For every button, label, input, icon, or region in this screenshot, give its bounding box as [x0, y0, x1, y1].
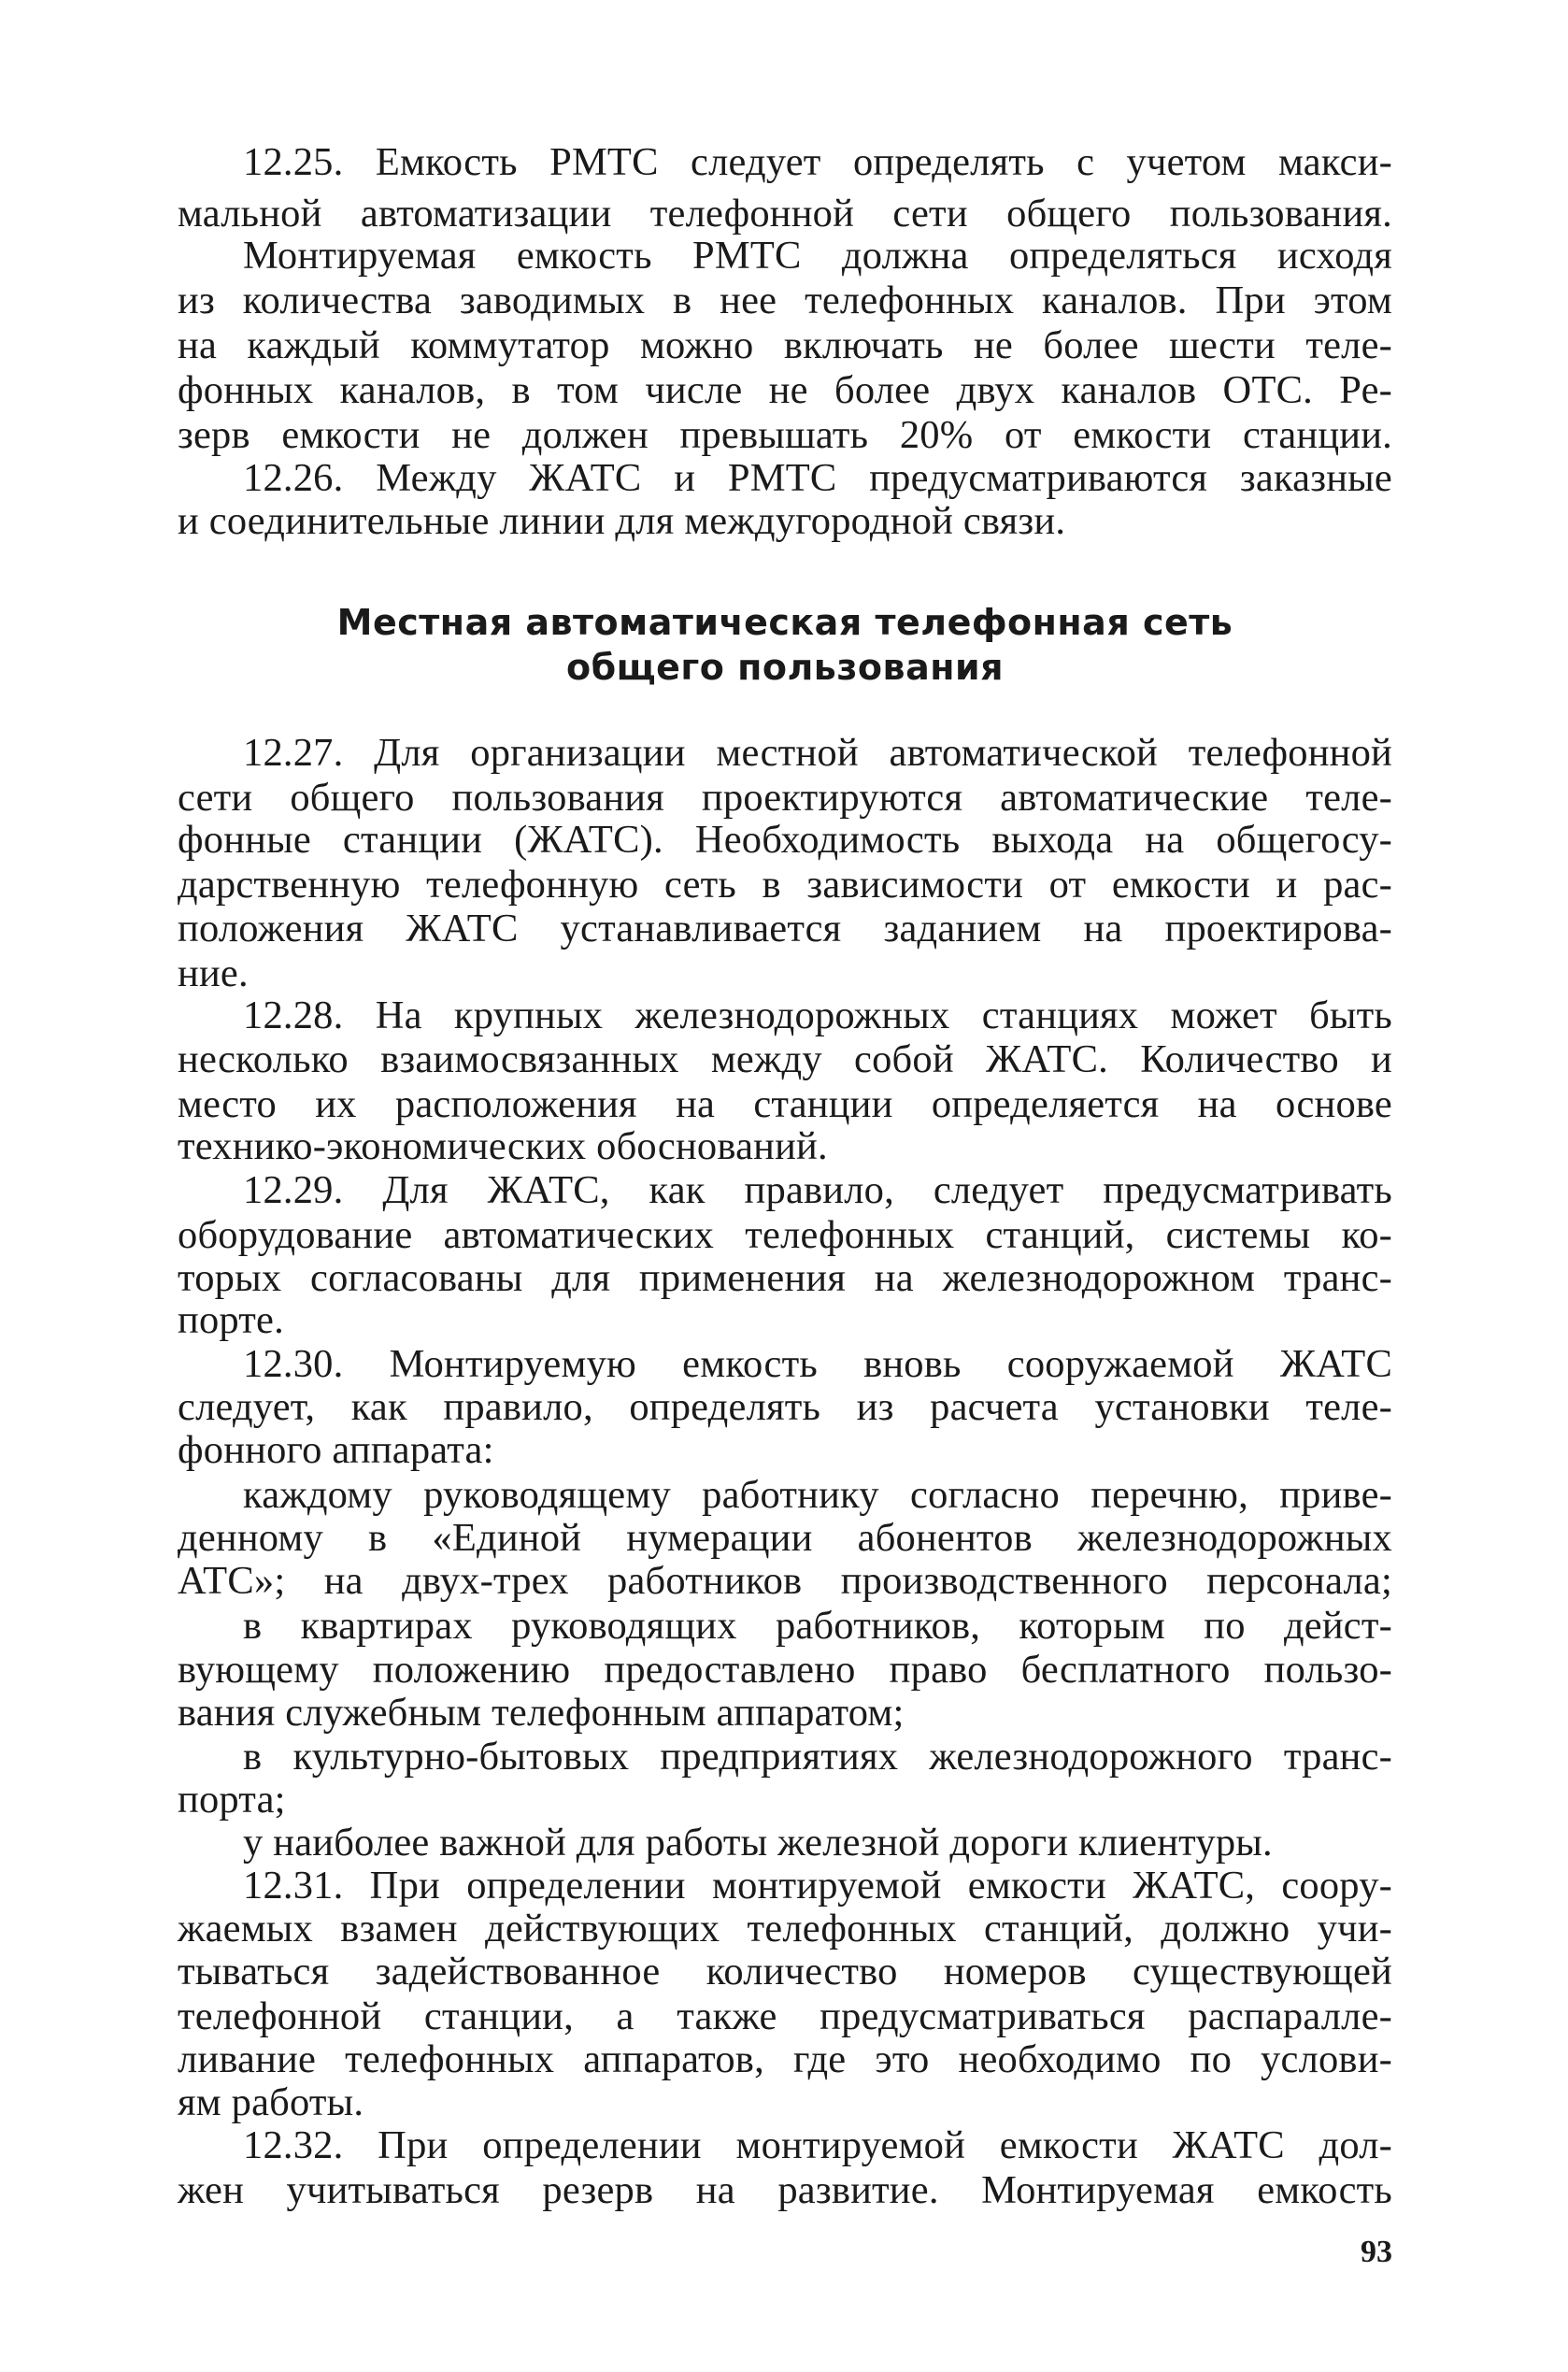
paragraph-12-27-line: сети общего пользования проектируются автоматические теле-: [178, 776, 1392, 820]
paragraph-12-25-line: мальной автоматизации телефонной сети общего пользования.: [178, 192, 1392, 236]
paragraph-12-30-line: в квартирах руководящих работников, которым по дейст-: [243, 1604, 1392, 1648]
paragraph-12-30-line: АТС»; на двух-трех работников производственного персонала;: [178, 1559, 1392, 1603]
paragraph-12-30-line: следует, как правило, определять из расчета установки теле-: [178, 1385, 1392, 1429]
paragraph-12-30-line: вания служебным телефонным аппаратом;: [178, 1691, 905, 1735]
paragraph-12-31-line: жаемых взамен действующих телефонных станций, должно учи-: [178, 1907, 1392, 1950]
paragraph-12-29-line: торых согласованы для применения на железнодорожном транс-: [178, 1256, 1392, 1300]
paragraph-12-28-line: несколько взаимосвязанных между собой ЖАТС. Количество и: [178, 1037, 1392, 1081]
paragraph-12-30-line: 12.30. Монтируемую емкость вновь сооружаемой ЖАТС: [243, 1342, 1392, 1386]
paragraph-12-27-line: ние.: [178, 951, 249, 995]
paragraph-12-31-line: ливание телефонных аппаратов, где это необходимо по услови-: [178, 2037, 1392, 2081]
paragraph-12-30-line: каждому руководящему работнику согласно перечню, приве-: [243, 1473, 1392, 1517]
paragraph-12-28-line: место их расположения на станции определяется на основе: [178, 1082, 1392, 1126]
page-number: 93: [1361, 2235, 1392, 2269]
paragraph-12-25-line: 12.25. Емкость РМТС следует определять с учетом макси-: [243, 140, 1392, 184]
paragraph-12-30-line: в культурно-бытовых предприятиях железнодорожного транс-: [243, 1735, 1392, 1779]
paragraph-12-28-line: 12.28. На крупных железнодорожных станциях может быть: [243, 993, 1392, 1037]
paragraph-12-32-line: жен учитываться резерв на развитие. Монтируемая емкость: [178, 2168, 1392, 2212]
paragraph-12-30-line: порта;: [178, 1778, 286, 1822]
paragraph-12-31-line: ям работы.: [178, 2080, 364, 2124]
paragraph-12-27-line: положения ЖАТС устанавливается заданием на проектирова-: [178, 907, 1392, 950]
paragraph-12-26-line: 12.26. Между ЖАТС и РМТС предусматриваются заказные: [243, 456, 1392, 500]
paragraph-12-30-line: у наиболее важной для работы железной дороги клиентуры.: [243, 1821, 1273, 1865]
paragraph-12-29-line: 12.29. Для ЖАТС, как правило, следует предусматривать: [243, 1168, 1392, 1212]
paragraph-12-31-line: телефонной станции, а также предусматриваться распаралле-: [178, 1994, 1392, 2038]
paragraph-12-25-line: из количества заводимых в нее телефонных каналов. При этом: [178, 279, 1392, 322]
paragraph-12-29-line: оборудование автоматических телефонных станций, системы ко-: [178, 1213, 1392, 1257]
paragraph-12-28-line: технико-экономических обоснований.: [178, 1124, 828, 1168]
paragraph-12-27-line: 12.27. Для организации местной автоматической телефонной: [243, 731, 1392, 775]
section-heading-line-1: Местная автоматическая телефонная сеть: [336, 602, 1233, 643]
paragraph-12-26-line: и соединительные линии для междугородной связи.: [178, 499, 1066, 543]
paragraph-12-30-line: денному в «Единой нумерации абонентов железнодорожных: [178, 1516, 1392, 1560]
paragraph-12-31-line: тываться задействованное количество номеров существующей: [178, 1950, 1392, 1993]
paragraph-12-25-line: Монтируемая емкость РМТС должна определяться исходя: [243, 234, 1392, 278]
paragraph-12-30-line: вующему положению предоставлено право бесплатного пользо-: [178, 1648, 1392, 1692]
paragraph-12-29-line: порте.: [178, 1298, 284, 1342]
paragraph-12-32-line: 12.32. При определении монтируемой емкости ЖАТС дол-: [243, 2123, 1392, 2167]
paragraph-12-27-line: дарственную телефонную сеть в зависимости от емкости и рас-: [178, 863, 1392, 907]
paragraph-12-31-line: 12.31. При определении монтируемой емкости ЖАТС, соору-: [243, 1864, 1392, 1908]
paragraph-12-27-line: фонные станции (ЖАТС). Необходимость выхода на общегосу-: [178, 818, 1392, 862]
paragraph-12-25-line: фонных каналов, в том числе не более двух каналов ОТС. Ре-: [178, 368, 1392, 412]
paragraph-12-25-line: зерв емкости не должен превышать 20% от емкости станции.: [178, 413, 1392, 457]
section-heading-line-2: общего пользования: [566, 647, 1004, 688]
paragraph-12-25-line: на каждый коммутатор можно включать не более шести теле-: [178, 323, 1392, 367]
paragraph-12-30-line: фонного аппарата:: [178, 1428, 494, 1472]
